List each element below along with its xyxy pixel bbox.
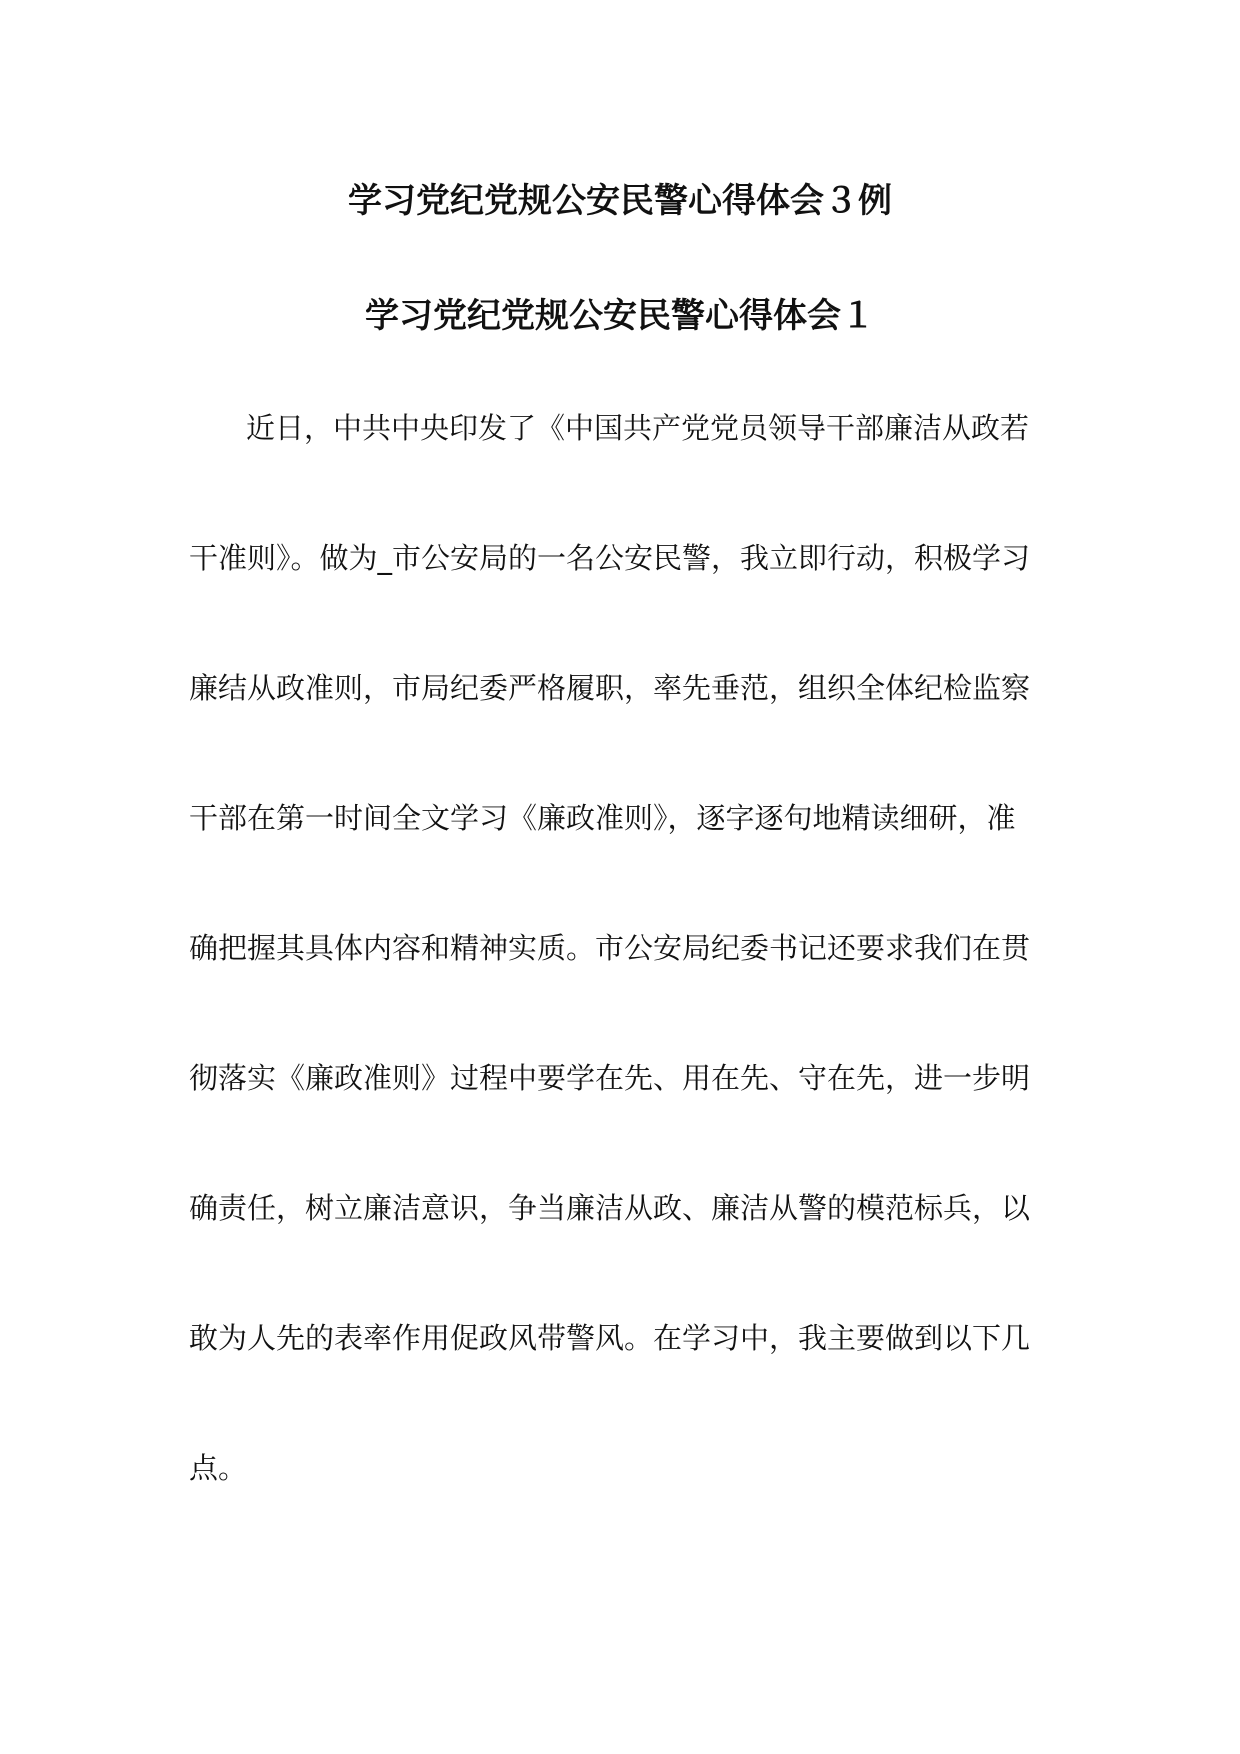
paragraph-line-4: 干部在第一时间全文学习《廉政准则》，逐字逐句地精读细研，准 bbox=[189, 801, 1016, 835]
paragraph-line-6: 彻落实《廉政准则》过程中要学在先、用在先、守在先，进一步明 bbox=[189, 1061, 1031, 1095]
section-heading: 学习党纪党规公安民警心得体会１ bbox=[365, 296, 875, 336]
paragraph-line-7: 确责任，树立廉洁意识，争当廉洁从政、廉洁从警的模范标兵，以 bbox=[189, 1191, 1031, 1225]
paragraph-line-8: 敢为人先的表率作用促政风带警风。在学习中，我主要做到以下几 bbox=[189, 1321, 1031, 1355]
paragraph-line-5: 确把握其具体内容和精神实质。市公安局纪委书记还要求我们在贯 bbox=[189, 931, 1031, 965]
paragraph-line-9: 点。 bbox=[189, 1451, 248, 1485]
paragraph-line-1: 近日，中共中央印发了《中国共产党党员领导干部廉洁从政若 bbox=[246, 411, 1030, 445]
paragraph-line-3: 廉结从政准则，市局纪委严格履职，率先垂范，组织全体纪检监察 bbox=[189, 671, 1031, 705]
paragraph-line-2: 干准则》。做为_市公安局的一名公安民警，我立即行动，积极学习 bbox=[189, 541, 1031, 575]
document-title: 学习党纪党规公安民警心得体会３例 bbox=[348, 181, 892, 221]
